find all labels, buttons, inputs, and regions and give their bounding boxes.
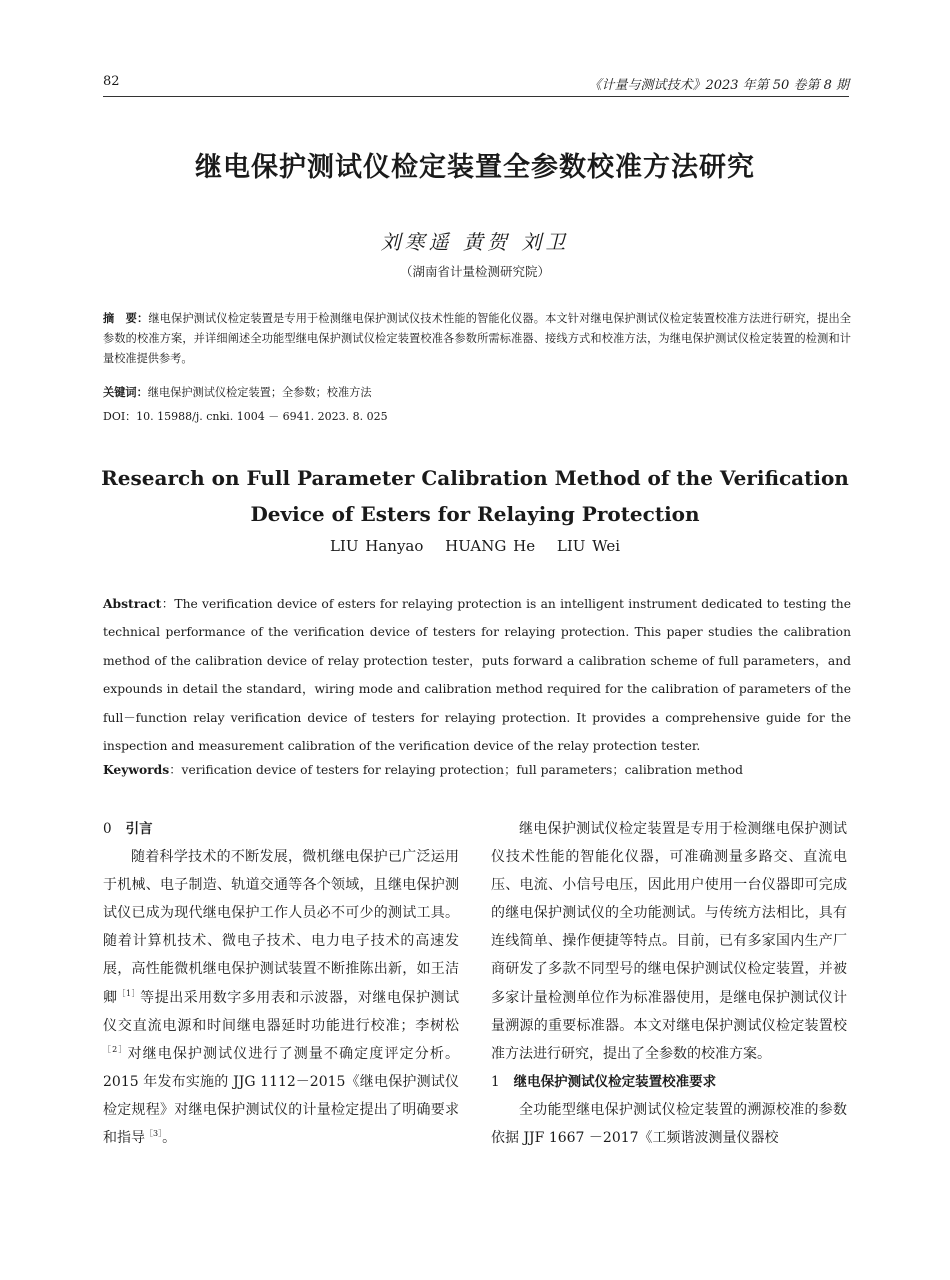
intro-paragraph [103,843,459,1152]
section-0-heading [103,815,459,843]
section-0-title: 引言 [125,821,153,837]
paper-title-cn: 继电保护测试仪检定装置全参数校准方法研究 [195,152,755,183]
paper-title-en-line1: Research on Full Parameter Calibration Method of the Verification [101,466,849,490]
authors-en: LIU Hanyao HUANG He LIU Wei [329,537,621,555]
keywords-cn-label: 关键词： [103,386,148,399]
abstract-en-sep: ： [161,597,175,611]
abstract-cn-text: 继电保护测试仪检定装置是专用于检测继电保护测试仪技术性能的智能化仪器。本文针对继电保护测试仪检定装置校准方法进行研究，提出全参数的校准方案，并详细阐述全功能型继电保护测试仪检定装置校准各参数所需标准器、接线方式和校准方法，为继电保护测试仪检定装置的检测和计量校准提供参考。 [103,312,851,365]
section-0-number: 0 [103,821,112,837]
keywords-en [103,760,851,778]
ref-1: ［1］ [117,988,141,998]
ref-3: ［3］ [145,1129,163,1139]
section-1-heading [491,1068,847,1096]
header-rule [103,96,849,97]
abstract-en-text: The verification device of esters for relaying protection is an intelligent instrument dedicated to testing the technical performance of the verification device of testers for relaying protection. This paper studies the calibration method of the calibration device of relay protection tester，puts forward a calibration scheme of full parameters，and expounds in detail the standard，wiring mode and calibration method required for the calibration of parameters of the full－function relay verification device of testers for relaying protection. It provides a comprehensive guide for the inspection and measurement calibration of the verification device of the relay protection tester. [103,597,851,754]
journal-header: 《计量与测试技术》2023 年第 50 卷第 8 期 [588,78,849,93]
paper-title-en-line2: Device of Esters for Relaying Protection [250,502,700,526]
abstract-cn-label: 摘 要： [103,312,149,325]
affiliation-cn: （湖南省计量检测研究院） [399,264,550,279]
intro-text-2: 等提出采用数字多用表和示波器，对继电保护测试仪交直流电源和时间继电器延时功能进行校准；李树松 [103,989,460,1034]
section-1-title: 继电保护测试仪检定装置校准要求 [513,1073,717,1090]
abstract-en [103,590,851,760]
right-paragraph-2: 全功能型继电保护测试仪检定装置的溯源校准的参数依据 JJF 1667 －2017《工频谐波测量仪器校 [491,1101,847,1147]
intro-text-3: 对继电保护测试仪进行了测量不确定度评定分析。2015 年发布实施的 JJG 1112－2015《继电保护测试仪检定规程》对继电保护测试仪的计量检定提出了明确要求和指导 [103,1045,459,1147]
keywords-cn [103,384,851,400]
abstract-en-label: Abstract [103,596,162,611]
keywords-cn-text: 继电保护测试仪检定装置；全参数；校准方法 [147,386,372,399]
intro-text-1: 随着科学技术的不断发展，微机继电保护已广泛运用于机械、电子制造、轨道交通等各个领域，且继电保护测试仪已成为现代继电保护工作人员必不可少的测试工具。随着计算机技术、微电子技术、电力电子技术的高速发展，高性能微机继电保护测试装置不断推陈出新，如王洁卿 [103,849,459,1006]
left-column [103,815,459,1152]
keywords-en-text: verification device of testers for relaying protection；full parameters；calibration method [181,763,744,777]
keywords-en-label: Keywords [103,762,170,777]
right-paragraph-1: 继电保护测试仪检定装置是专用于检测继电保护测试仪技术性能的智能化仪器，可准确测量多路交、直流电压、电流、小信号电压，因此用户使用一台仪器即可完成的继电保护测试仪的全功能测试。与传统方法相比，具有连线简单、操作便捷等特点。目前，已有多家国内生产厂商研发了多款不同型号的继电保护测试仪检定装置，并被多家计量检测单位作为标准器使用，是继电保护测试仪计量溯源的重要标准器。本文对继电保护测试仪检定装置校准方法进行研究，提出了全参数的校准方案。 [491,821,847,1062]
doi: DOI：10. 15988/j. cnki. 1004 － 6941. 2023. 8. 025 [103,410,388,423]
abstract-cn [103,309,851,369]
right-column [491,815,847,1152]
keywords-en-sep: ： [169,763,182,777]
intro-text-4: 。 [162,1130,177,1147]
section-1-number: 1 [491,1073,500,1090]
ref-2: ［2］ [103,1044,128,1054]
page-number: 82 [103,74,120,89]
paper-title-en [0,460,950,532]
authors-cn: 刘寒遥 黄贺 刘卫 [380,230,570,254]
